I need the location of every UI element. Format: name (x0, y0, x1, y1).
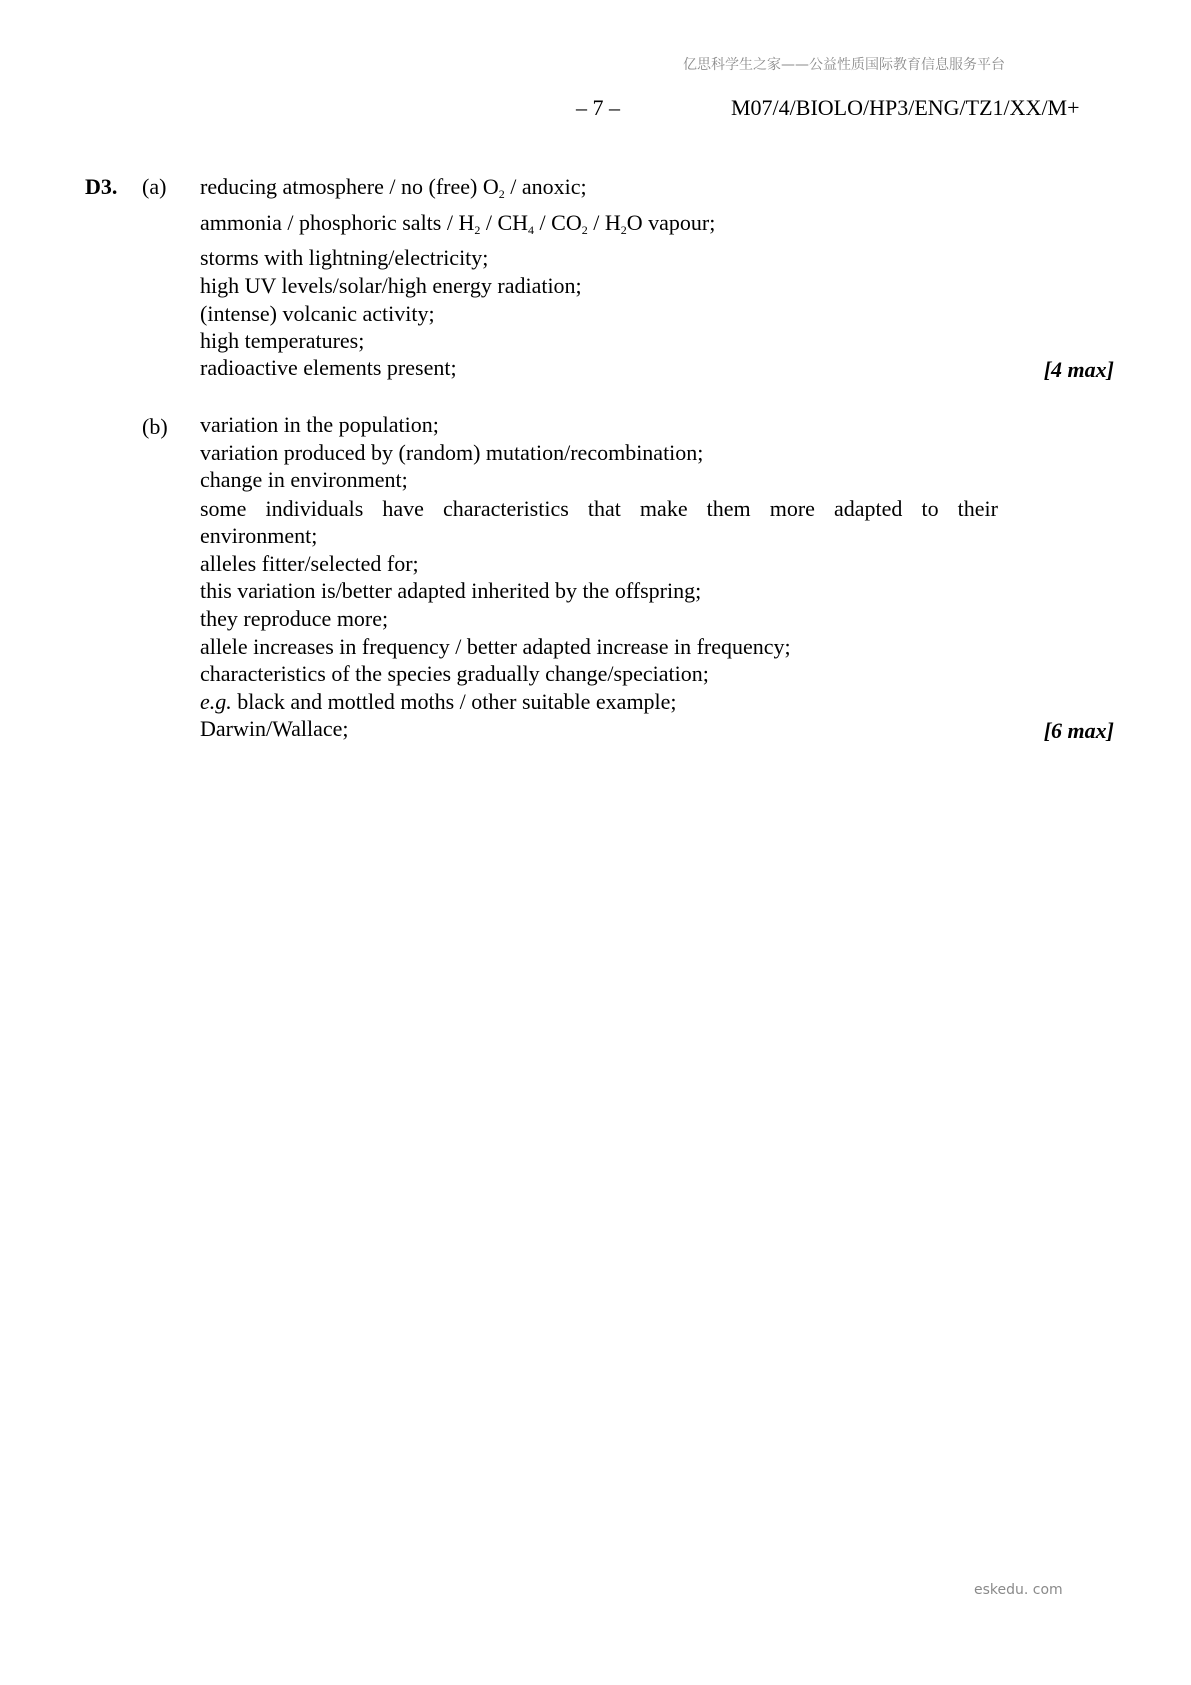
part-a-line-2-text: ammonia / phosphoric salts / H (200, 210, 475, 235)
part-a-line-1-text: reducing atmosphere / no (free) O (200, 174, 499, 199)
page-number: – 7 – (576, 95, 620, 120)
question-number: D3. (85, 174, 118, 199)
part-b-marks: [6 max] (1043, 718, 1114, 743)
answer-line: variation produced by (random) mutation/recombination; (200, 440, 704, 465)
answer-line: characteristics of the species gradually change/speciation; (200, 661, 709, 686)
answer-line: allele increases in frequency / better adapted increase in frequency; (200, 634, 791, 659)
part-a-line-2 (200, 210, 716, 237)
answer-line: (intense) volcanic activity; (200, 301, 435, 326)
part-a-line-1-end: / anoxic; (504, 174, 587, 199)
part-a-line-1 (200, 174, 587, 201)
header-watermark: 亿思科学生之家——公益性质国际教育信息服务平台 (683, 57, 1005, 73)
answer-line: variation in the population; (200, 412, 439, 437)
example-text: black and mottled moths / other suitable example; (231, 689, 677, 714)
answer-line: radioactive elements present; (200, 355, 457, 380)
subscript: 2 (498, 187, 505, 201)
part-a-line-2-seg: / H (587, 210, 621, 235)
answer-line: some individuals have characteristics that make them more adapted to their (200, 496, 998, 521)
part-a-marks: [4 max] (1043, 357, 1114, 382)
example-line (200, 691, 677, 713)
answer-line: alleles fitter/selected for; (200, 551, 419, 576)
answer-line: environment; (200, 523, 318, 548)
part-b-label: (b) (142, 414, 168, 439)
answer-line: they reproduce more; (200, 606, 389, 631)
answer-line: high temperatures; (200, 328, 365, 353)
answer-line: storms with lightning/electricity; (200, 245, 489, 270)
example-abbrev: e.g. (200, 689, 232, 714)
answer-line: this variation is/better adapted inherited by the offspring; (200, 578, 702, 603)
paper-code: M07/4/BIOLO/HP3/ENG/TZ1/XX/M+ (731, 95, 1080, 120)
part-a-line-2-end: O vapour; (626, 210, 716, 235)
part-a-line-2-seg: / CO (534, 210, 582, 235)
subscript: 2 (620, 223, 627, 237)
footer-watermark: eskedu. com (974, 1582, 1063, 1598)
part-a-line-2-seg: / CH (480, 210, 529, 235)
subscript: 2 (474, 223, 481, 237)
part-a-label: (a) (142, 174, 167, 199)
subscript: 2 (581, 223, 588, 237)
answer-line: high UV levels/solar/high energy radiation; (200, 273, 582, 298)
answer-line: change in environment; (200, 467, 408, 492)
subscript: 4 (528, 223, 535, 237)
answer-line: Darwin/Wallace; (200, 716, 349, 741)
